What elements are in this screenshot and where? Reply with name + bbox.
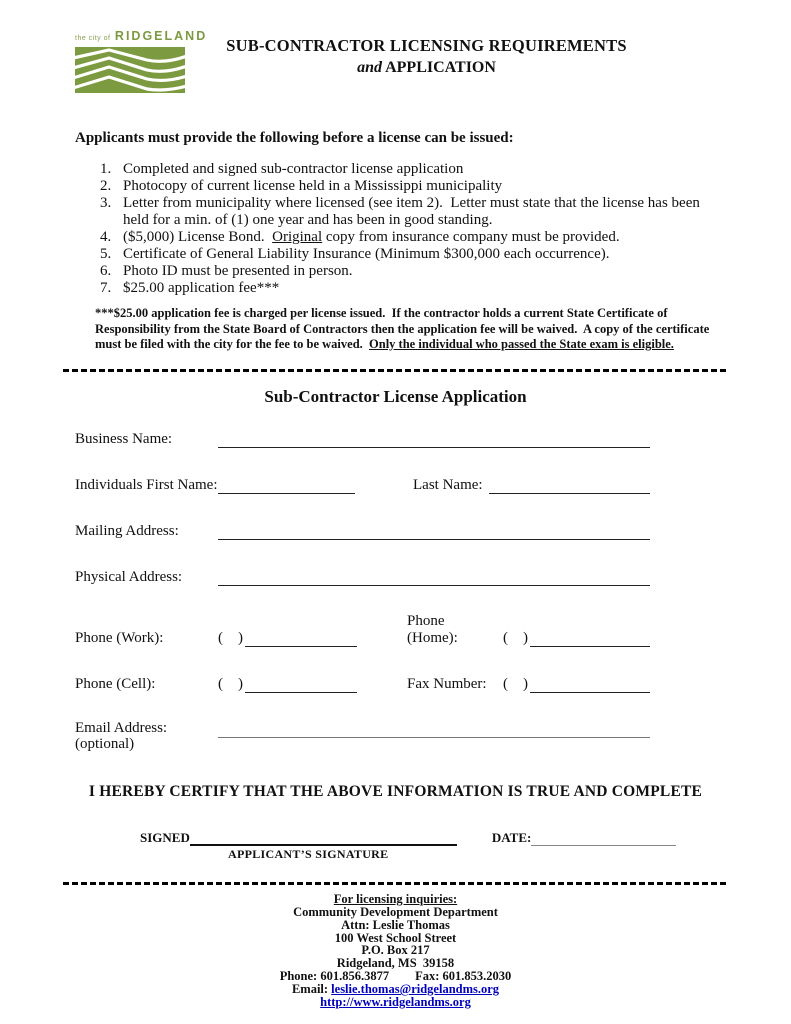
phone-cell-fax-row [75, 674, 650, 693]
footer-heading: For licensing inquiries: [333, 891, 458, 906]
item-text: Certificate of General Liability Insurance (Minimum $300,000 each occurrence). [123, 246, 610, 262]
area-code-paren: ( ) [503, 675, 528, 692]
mailing-address-blank-line [218, 521, 650, 540]
last-name-label: Last Name: [413, 476, 483, 493]
fee-note-underlined: Only the individual who passed the State exam is eligible. [369, 337, 674, 352]
item-text: Photo ID must be presented in person. [123, 263, 353, 279]
item-text: $25.00 application fee*** [123, 280, 280, 296]
first-name-label: Individuals First Name: [75, 476, 218, 493]
mailing-address-label: Mailing Address: [75, 522, 179, 539]
date-blank-line [531, 831, 676, 846]
mailing-address-row [75, 521, 650, 540]
logo-city-name: RIDGELAND [114, 29, 208, 43]
footer-email-link[interactable]: leslie.thomas@ridgelandms.org [331, 982, 500, 997]
footer-phone: Phone: 601.856.3877 [279, 969, 390, 984]
physical-address-row [75, 567, 650, 586]
requirements-intro: Applicants must provide the following before a license can be issued: [75, 130, 514, 146]
item-number: 2. [100, 178, 112, 194]
phone-work-home-row [75, 613, 650, 647]
fax-number-label: Fax Number: [407, 675, 487, 692]
phone-work-label: Phone (Work): [75, 629, 164, 646]
footer-contact-block [0, 893, 791, 1009]
email-optional-note: (optional) [75, 735, 135, 752]
footer-street: 100 West School Street [334, 930, 457, 945]
signed-label: SIGNED [140, 829, 190, 845]
area-code-paren: ( ) [503, 629, 528, 646]
footer-fax: Fax: 601.853.2030 [415, 969, 512, 984]
name-row [75, 475, 650, 494]
item-text-pre: ($5,000) License Bond. [123, 229, 273, 245]
requirement-item [100, 195, 721, 229]
item-text: Letter from municipality where licensed (see item 2). Letter must state that the license has been held for a min. of (1) one year and has been in good standing. [123, 195, 700, 228]
business-name-row [75, 429, 650, 448]
title-and: and [357, 59, 382, 76]
email-row [75, 720, 650, 752]
footer-website-line [0, 996, 791, 1009]
footer-department: Community Development Department [293, 904, 498, 919]
business-name-blank-line [218, 429, 650, 448]
business-name-label: Business Name: [75, 430, 173, 447]
requirement-item [100, 246, 721, 263]
phone-home-label: Phone (Home): [407, 612, 458, 646]
item-text: Photocopy of current license held in a Mississippi municipality [123, 178, 503, 194]
physical-address-label: Physical Address: [75, 568, 183, 585]
signature-blank-line [190, 830, 457, 846]
fee-waiver-note [95, 306, 721, 353]
header [0, 0, 791, 100]
footer-pobox: P.O. Box 217 [361, 943, 430, 958]
signature-caption: APPLICANT’S SIGNATURE [228, 846, 389, 861]
document-title [0, 36, 791, 77]
application-heading: Sub-Contractor License Application [264, 386, 527, 406]
requirement-item [100, 280, 721, 297]
footer-attn: Attn: Leslie Thomas [341, 917, 450, 932]
logo-tagline: the city of [75, 35, 111, 42]
phone-home-blank-line [530, 628, 650, 647]
title-line2 [62, 59, 791, 77]
email-label-block [75, 720, 218, 752]
item-text-underlined: Original [272, 229, 323, 245]
item-text [123, 229, 721, 246]
footer-city-state-zip: Ridgeland, MS 39158 [336, 956, 455, 971]
signature-row [140, 830, 791, 846]
item-text: Completed and signed sub-contractor license application [123, 161, 464, 177]
item-number: 3. [100, 195, 112, 211]
dashed-divider [63, 882, 729, 885]
item-number: 1. [100, 161, 112, 177]
phone-cell-label: Phone (Cell): [75, 675, 156, 692]
application-form [75, 429, 650, 752]
item-number: 4. [100, 229, 112, 245]
email-label: Email Address: [75, 719, 168, 736]
item-number: 6. [100, 263, 112, 279]
email-blank-line [218, 721, 650, 738]
requirements-list [100, 161, 721, 297]
requirement-item [100, 161, 721, 178]
title-line1: SUB-CONTRACTOR LICENSING REQUIREMENTS [226, 36, 627, 55]
phone-work-blank-line [245, 628, 357, 647]
area-code-paren: ( ) [218, 629, 243, 646]
first-name-blank-line [218, 475, 355, 494]
date-label: DATE: [491, 829, 532, 845]
footer-website-link[interactable]: http://www.ridgelandms.org [320, 995, 471, 1010]
requirement-item [100, 178, 721, 195]
last-name-blank-line [489, 475, 650, 494]
requirement-item [100, 229, 721, 246]
item-number: 7. [100, 280, 112, 296]
item-number: 5. [100, 246, 112, 262]
phone-cell-blank-line [245, 674, 357, 693]
footer-email-label: Email: [291, 982, 332, 997]
fax-number-blank-line [530, 674, 650, 693]
fee-note-main: ***$25.00 application fee is charged per license issued. If the contractor holds a current State Certificate of Responsibility from the State Board of Contractors then the application fee will be waived. A copy of the certificate must be filed with the city for the fee to be waived. [95, 306, 710, 352]
area-code-paren: ( ) [218, 675, 243, 692]
title-application: APPLICATION [381, 59, 496, 76]
certification-statement: I HEREBY CERTIFY THAT THE ABOVE INFORMATION IS TRUE AND COMPLETE [88, 782, 703, 800]
requirement-item [100, 263, 721, 280]
dashed-divider [63, 369, 729, 372]
item-text-post: copy from insurance company must be provided. [322, 229, 620, 245]
physical-address-blank-line [218, 567, 650, 586]
